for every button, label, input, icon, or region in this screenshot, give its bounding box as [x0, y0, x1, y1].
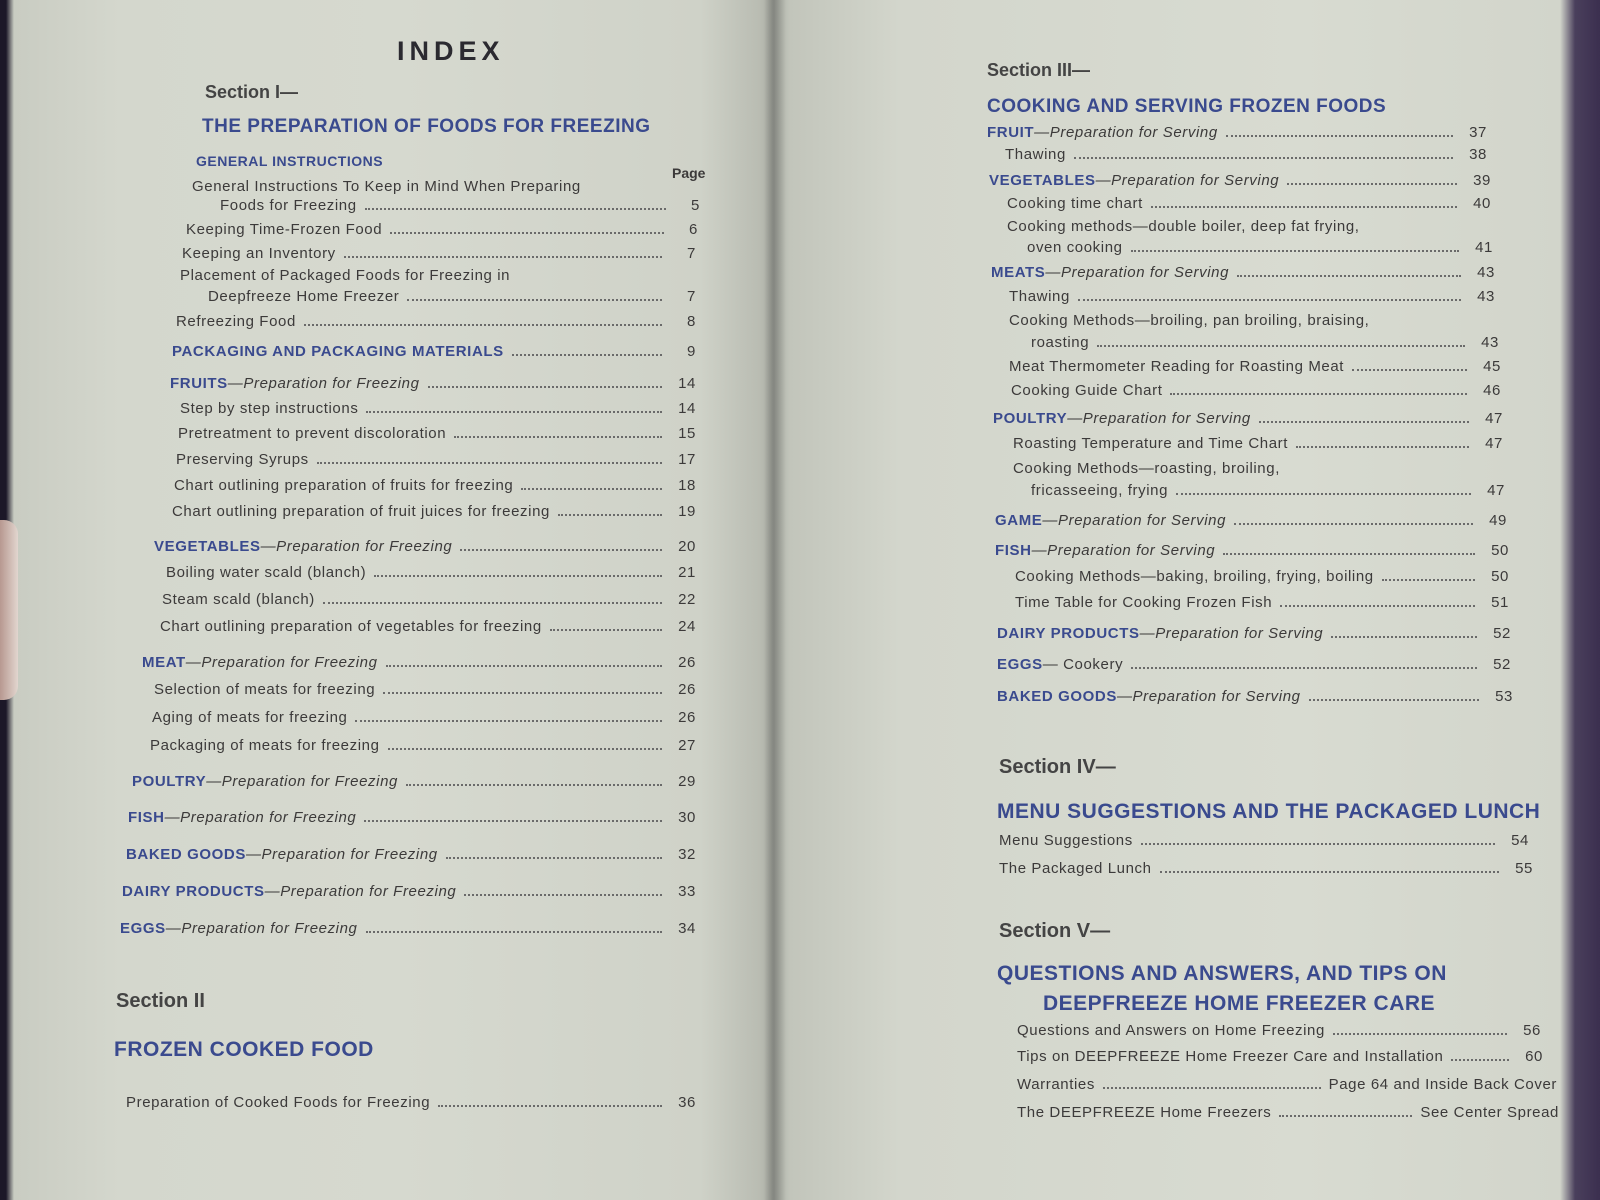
page-number: 26: [678, 709, 696, 726]
index-entry: [1015, 568, 1509, 585]
section-5-title-line-1: QUESTIONS AND ANSWERS, AND TIPS ON: [997, 962, 1447, 985]
index-entry: [1027, 239, 1493, 256]
page-number: 29: [678, 773, 696, 790]
category-label: EGGS: [120, 920, 166, 937]
page-number: 26: [678, 654, 696, 671]
index-entry: [150, 737, 696, 754]
entry-label: Questions and Answers on Home Freezing: [1017, 1022, 1325, 1039]
page-number: 51: [1491, 594, 1509, 611]
index-category: [993, 410, 1503, 427]
index-category: [122, 883, 696, 900]
page-number: 45: [1483, 358, 1501, 375]
category-subtitle: —Preparation for Serving: [1067, 410, 1251, 427]
category-subtitle: —Preparation for Freezing: [185, 654, 378, 671]
page-number: 20: [678, 538, 696, 555]
category-subtitle: —Preparation for Freezing: [260, 538, 453, 555]
page-number: 9: [687, 343, 696, 360]
page-number: 6: [689, 221, 698, 238]
page-number: 50: [1491, 568, 1509, 585]
page-column-header: Page: [672, 165, 706, 181]
entry-label: Roasting Temperature and Time Chart: [1013, 435, 1289, 452]
index-category: [995, 542, 1509, 559]
category-label: PACKAGING AND PACKAGING MATERIALS: [172, 343, 504, 360]
category-label: EGGS: [997, 656, 1043, 673]
finger: [0, 520, 18, 700]
section-2-title: FROZEN COOKED FOOD: [114, 1038, 374, 1061]
index-entry: [1015, 594, 1509, 611]
page-number: 50: [1491, 542, 1509, 559]
index-category: [170, 375, 696, 392]
index-entry: [1009, 358, 1501, 375]
index-category: [120, 920, 696, 937]
index-entry: [999, 860, 1533, 877]
page-number: 8: [687, 313, 696, 330]
left-page: [60, 0, 720, 1200]
category-subtitle: —Preparation for Freezing: [245, 846, 438, 863]
entry-label: Foods for Freezing: [220, 197, 357, 214]
page-number: 22: [678, 591, 696, 608]
entry-label: Chart outlining preparation of fruit juices for freezing: [172, 503, 550, 520]
page-number: 14: [678, 400, 696, 417]
page-number: 43: [1477, 288, 1495, 305]
section-4-title: MENU SUGGESTIONS AND THE PACKAGED LUNCH: [997, 800, 1541, 823]
page-number: Page 64 and Inside Back Cover: [1328, 1076, 1557, 1093]
index-category: [997, 625, 1511, 642]
page-number: 52: [1493, 656, 1511, 673]
entry-label: Warranties: [1017, 1076, 1095, 1093]
page-number: 56: [1523, 1022, 1541, 1039]
page-number: 5: [691, 197, 700, 214]
index-category: [995, 512, 1507, 529]
entry-label: roasting: [1031, 334, 1090, 351]
index-category: [132, 773, 696, 790]
section-2-label: Section II: [116, 990, 205, 1012]
index-entry: [1005, 146, 1487, 163]
category-subtitle: —Preparation for Freezing: [206, 773, 398, 790]
entry-label: Aging of meats for freezing: [152, 709, 348, 726]
category-subtitle: —Preparation for Freezing: [227, 375, 420, 392]
section-5-title-line-2: DEEPFREEZE HOME FREEZER CARE: [1043, 992, 1436, 1015]
entry-label: Menu Suggestions: [999, 832, 1133, 849]
entry-label: The DEEPFREEZE Home Freezers: [1017, 1104, 1272, 1121]
index-entry: [1017, 1104, 1559, 1121]
index-entry: [1031, 334, 1499, 351]
page-number: See Center Spread: [1420, 1104, 1559, 1121]
entry-label: The Packaged Lunch: [999, 860, 1152, 877]
index-entry-text: Placement of Packaged Foods for Freezing in: [180, 267, 511, 284]
index-entry: [172, 503, 696, 520]
index-entry: [160, 618, 696, 635]
page-number: 40: [1473, 195, 1491, 212]
page-number: 27: [678, 737, 696, 754]
page-number: 19: [678, 503, 696, 520]
page-number: 33: [678, 883, 696, 900]
index-entry: [176, 313, 696, 330]
page-number: 36: [678, 1094, 696, 1111]
page-number: 46: [1483, 382, 1501, 399]
entry-label: Keeping an Inventory: [182, 245, 336, 262]
page-number: 47: [1485, 410, 1503, 427]
section-3-title: COOKING AND SERVING FROZEN FOODS: [987, 96, 1387, 117]
book-gutter: [764, 0, 786, 1200]
entry-label: Pretreatment to prevent discoloration: [178, 425, 447, 442]
category-subtitle: —Preparation for Serving: [1031, 542, 1216, 559]
index-entry: [180, 400, 696, 417]
right-page: [985, 0, 1575, 1200]
entry-label: Packaging of meats for freezing: [150, 737, 380, 754]
index-entry: [1007, 195, 1491, 212]
index-category: [172, 343, 696, 360]
index-entry: [1031, 482, 1505, 499]
index-entry: [186, 221, 698, 238]
category-subtitle: —Preparation for Serving: [1045, 264, 1230, 281]
page-number: 39: [1473, 172, 1491, 189]
category-label: VEGETABLES: [989, 172, 1096, 189]
entry-label: Time Table for Cooking Frozen Fish: [1015, 594, 1273, 611]
entry-label: Step by step instructions: [180, 400, 359, 417]
entry-label: Preparation of Cooked Foods for Freezing: [126, 1094, 431, 1111]
entry-label: Preserving Syrups: [176, 451, 309, 468]
index-heading: INDEX: [397, 36, 505, 66]
category-label: VEGETABLES: [154, 538, 261, 555]
index-entry: [176, 451, 696, 468]
page-number: 24: [678, 618, 696, 635]
entry-label: Cooking Methods—baking, broiling, frying, boiling: [1015, 568, 1374, 585]
page-number: 60: [1525, 1048, 1543, 1065]
index-entry: [1013, 435, 1503, 452]
index-entry: [174, 477, 696, 494]
page-number: 7: [687, 288, 696, 305]
category-subtitle: —Preparation for Freezing: [165, 920, 358, 937]
entry-label: Refreezing Food: [176, 313, 296, 330]
entry-label: Deepfreeze Home Freezer: [208, 288, 400, 305]
index-entry: [166, 564, 696, 581]
index-entry: [162, 591, 696, 608]
index-entry: [1011, 382, 1501, 399]
category-subtitle: —Preparation for Freezing: [164, 809, 357, 826]
page-number: 43: [1481, 334, 1499, 351]
page-number: 41: [1475, 239, 1493, 256]
entry-label: Chart outlining preparation of fruits for freezing: [174, 477, 514, 494]
entry-label: Chart outlining preparation of vegetables for freezing: [160, 618, 542, 635]
page-number: 26: [678, 681, 696, 698]
category-label: FISH: [995, 542, 1032, 559]
category-subtitle: —Preparation for Serving: [1139, 625, 1324, 642]
index-entry-text: General Instructions To Keep in Mind When Preparing: [192, 178, 581, 195]
index-category: [142, 654, 696, 671]
page-number: 49: [1489, 512, 1507, 529]
index-entry-text: Cooking Methods—roasting, broiling,: [1013, 460, 1280, 477]
index-category: [997, 656, 1511, 673]
category-label: POULTRY: [132, 773, 207, 790]
section-4-label: Section IV—: [999, 756, 1116, 778]
index-entry: [152, 709, 696, 726]
page-number: 37: [1469, 124, 1487, 141]
page-number: 17: [678, 451, 696, 468]
category-label: FRUITS: [170, 375, 228, 392]
index-category: [126, 846, 696, 863]
index-entry: [1017, 1022, 1541, 1039]
index-category: [989, 172, 1491, 189]
entry-label: fricasseeing, frying: [1031, 482, 1169, 499]
category-subtitle: —Preparation for Freezing: [264, 883, 457, 900]
page-number: 21: [678, 564, 696, 581]
index-entry: [208, 288, 696, 305]
entry-label: oven cooking: [1027, 239, 1123, 256]
index-category: [991, 264, 1495, 281]
entry-label: Cooking Guide Chart: [1011, 382, 1163, 399]
page-number: 14: [678, 375, 696, 392]
section-5-label: Section V—: [999, 920, 1111, 942]
index-entry: [154, 681, 696, 698]
category-subtitle: — Cookery: [1042, 656, 1124, 673]
entry-label: Meat Thermometer Reading for Roasting Meat: [1009, 358, 1345, 375]
page-number: 32: [678, 846, 696, 863]
page-number: 15: [678, 425, 696, 442]
page-number: 7: [687, 245, 696, 262]
index-entry: [1009, 288, 1495, 305]
index-entry: [1017, 1048, 1543, 1065]
section-1-title: THE PREPARATION OF FOODS FOR FREEZING: [202, 116, 651, 137]
page-number: 47: [1487, 482, 1505, 499]
page-number: 43: [1477, 264, 1495, 281]
entry-label: Thawing: [1005, 146, 1066, 163]
index-entry: [999, 832, 1529, 849]
category-label: BAKED GOODS: [997, 688, 1117, 705]
index-category: [987, 124, 1487, 141]
category-label: BAKED GOODS: [126, 846, 246, 863]
entry-label: Steam scald (blanch): [162, 591, 315, 608]
category-subtitle: —Preparation for Serving: [1042, 512, 1227, 529]
index-category: [154, 538, 696, 555]
index-entry-text: Cooking Methods—broiling, pan broiling, braising,: [1009, 312, 1370, 329]
index-category: [997, 688, 1513, 705]
section-1-label: Section I—: [205, 82, 299, 102]
category-label: DAIRY PRODUCTS: [997, 625, 1140, 642]
category-label: MEATS: [991, 264, 1046, 281]
category-label: GAME: [995, 512, 1043, 529]
page-number: 55: [1515, 860, 1533, 877]
index-entry: [1017, 1076, 1557, 1093]
page-number: 18: [678, 477, 696, 494]
index-entry-text: Cooking methods—double boiler, deep fat frying,: [1007, 218, 1360, 235]
category-label: FISH: [128, 809, 165, 826]
category-subtitle: —Preparation for Serving: [1034, 124, 1218, 141]
entry-label: Keeping Time-Frozen Food: [186, 221, 383, 238]
category-label: MEAT: [142, 654, 186, 671]
entry-label: Selection of meats for freezing: [154, 681, 376, 698]
category-subtitle: —Preparation for Serving: [1095, 172, 1280, 189]
category-label: FRUIT: [987, 124, 1035, 141]
page-number: 47: [1485, 435, 1503, 452]
index-entry: [182, 245, 696, 262]
page-number: 52: [1493, 625, 1511, 642]
general-instructions-label: GENERAL INSTRUCTIONS: [196, 153, 384, 169]
entry-label: Thawing: [1009, 288, 1070, 305]
category-label: DAIRY PRODUCTS: [122, 883, 265, 900]
page-number: 30: [678, 809, 696, 826]
entry-label: Cooking time chart: [1007, 195, 1143, 212]
category-label: POULTRY: [993, 410, 1068, 427]
index-category: [128, 809, 696, 826]
page-number: 53: [1495, 688, 1513, 705]
page-number: 54: [1511, 832, 1529, 849]
index-entry: [126, 1094, 696, 1111]
category-subtitle: —Preparation for Serving: [1116, 688, 1301, 705]
page-number: 38: [1469, 146, 1487, 163]
page-number: 34: [678, 920, 696, 937]
index-entry: [220, 197, 700, 214]
entry-label: Tips on DEEPFREEZE Home Freezer Care and Installation: [1017, 1048, 1444, 1065]
index-entry: [178, 425, 696, 442]
section-3-label: Section III—: [987, 60, 1091, 80]
entry-label: Boiling water scald (blanch): [166, 564, 367, 581]
